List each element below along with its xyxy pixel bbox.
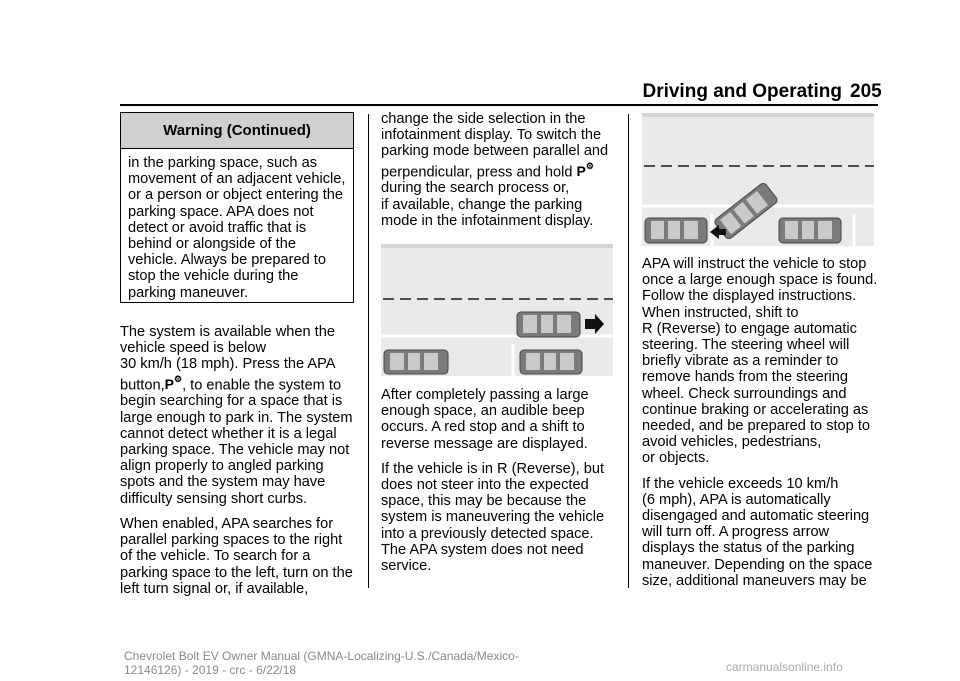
park-assist-icon: P⚙ xyxy=(164,373,183,393)
warning-box xyxy=(120,112,354,303)
page-number: 205 xyxy=(850,81,882,102)
paragraph: APA will instruct the vehicle to stop once a large enough space is found. Follow the displayed instructions. When instructed, shift to R (Reverse) to engage automatic steering. The steering wheel will briefly vibrate as a reminder to remove hands from the steering wheel. Check surroundings and continue braking or accelerating as needed, and be prepared to stop to avoid vehicles, pedestrians, or objects. xyxy=(642,256,878,467)
parked-car-icon xyxy=(779,218,841,243)
footer-source-2: 12146126) - 2019 - crc - 6/22/18 xyxy=(124,663,297,677)
parked-car-icon xyxy=(645,218,707,243)
parked-car-icon xyxy=(384,350,448,374)
warning-line: parking maneuver. xyxy=(128,284,249,301)
warning-title: Warning (Continued) xyxy=(121,113,353,149)
warning-line: vehicle. Always be prepared to xyxy=(128,252,326,269)
parking-maneuver-illustration xyxy=(642,113,874,246)
section-title: Driving and Operating xyxy=(642,81,842,102)
column-divider xyxy=(368,114,369,588)
page-footer xyxy=(0,649,960,678)
warning-text xyxy=(121,149,353,301)
column-divider xyxy=(628,114,629,588)
parked-car-icon xyxy=(520,350,582,374)
warning-line: stop the vehicle during the xyxy=(128,268,299,285)
warning-line: detect or avoid traffic that is xyxy=(128,219,307,236)
column-1 xyxy=(120,324,360,606)
footer-watermark[interactable]: carmanualsonline.info xyxy=(726,660,843,674)
column-3 xyxy=(642,256,878,598)
column-2-top xyxy=(381,111,621,238)
warning-line: or a person or object entering the xyxy=(128,187,343,204)
warning-line: in the parking space, such as xyxy=(128,155,318,171)
warning-line: parking space. APA does not xyxy=(128,203,314,220)
paragraph: When enabled, APA searches for parallel parking spaces to the right of the vehicle. To search for a parking space to the left, turn on the left turn signal or, if available, xyxy=(120,515,353,597)
park-assist-icon: P⚙ xyxy=(576,160,594,180)
header-rule xyxy=(120,104,878,106)
warning-line: movement of an adjacent vehicle, xyxy=(128,171,346,188)
warning-line: behind or alongside of the xyxy=(128,236,296,253)
paragraph: The system is available when the vehicle speed is below 30 km/h (18 mph). Press the APA button,P⚙, to enable the system to begin searching for a space that is large enough to park in. The system cannot detect whether it is a legal parking space. The vehicle may not align properly to angled parking spots and the system may have difficulty sensing short curbs. xyxy=(120,324,353,507)
paragraph: After completely passing a large enough space, an audible beep occurs. A red stop and a shift to reverse message are displayed. xyxy=(381,387,589,452)
paragraph: If the vehicle exceeds 10 km/h (6 mph), APA is automatically disengaged and automatic steering will turn off. A progress arrow displays the status of the parking maneuver. Depending on the space size, additional maneuvers may be xyxy=(642,475,873,589)
parking-search-illustration xyxy=(381,244,613,376)
paragraph: If the vehicle is in R (Reverse), but does not steer into the expected space, this may be because the system is maneuvering the vehicle into a previously detected space. The APA system does not need service. xyxy=(381,460,605,575)
column-2-bottom xyxy=(381,387,621,583)
footer-source: Chevrolet Bolt EV Owner Manual (GMNA-Localizing-U.S./Canada/Mexico- xyxy=(124,649,519,663)
paragraph: change the side selection in the infotainment display. To switch the parking mode between parallel and perpendicular, press and hold P⚙ during the search process or, if available, change the parking mode in the infotainment display. xyxy=(381,111,609,229)
